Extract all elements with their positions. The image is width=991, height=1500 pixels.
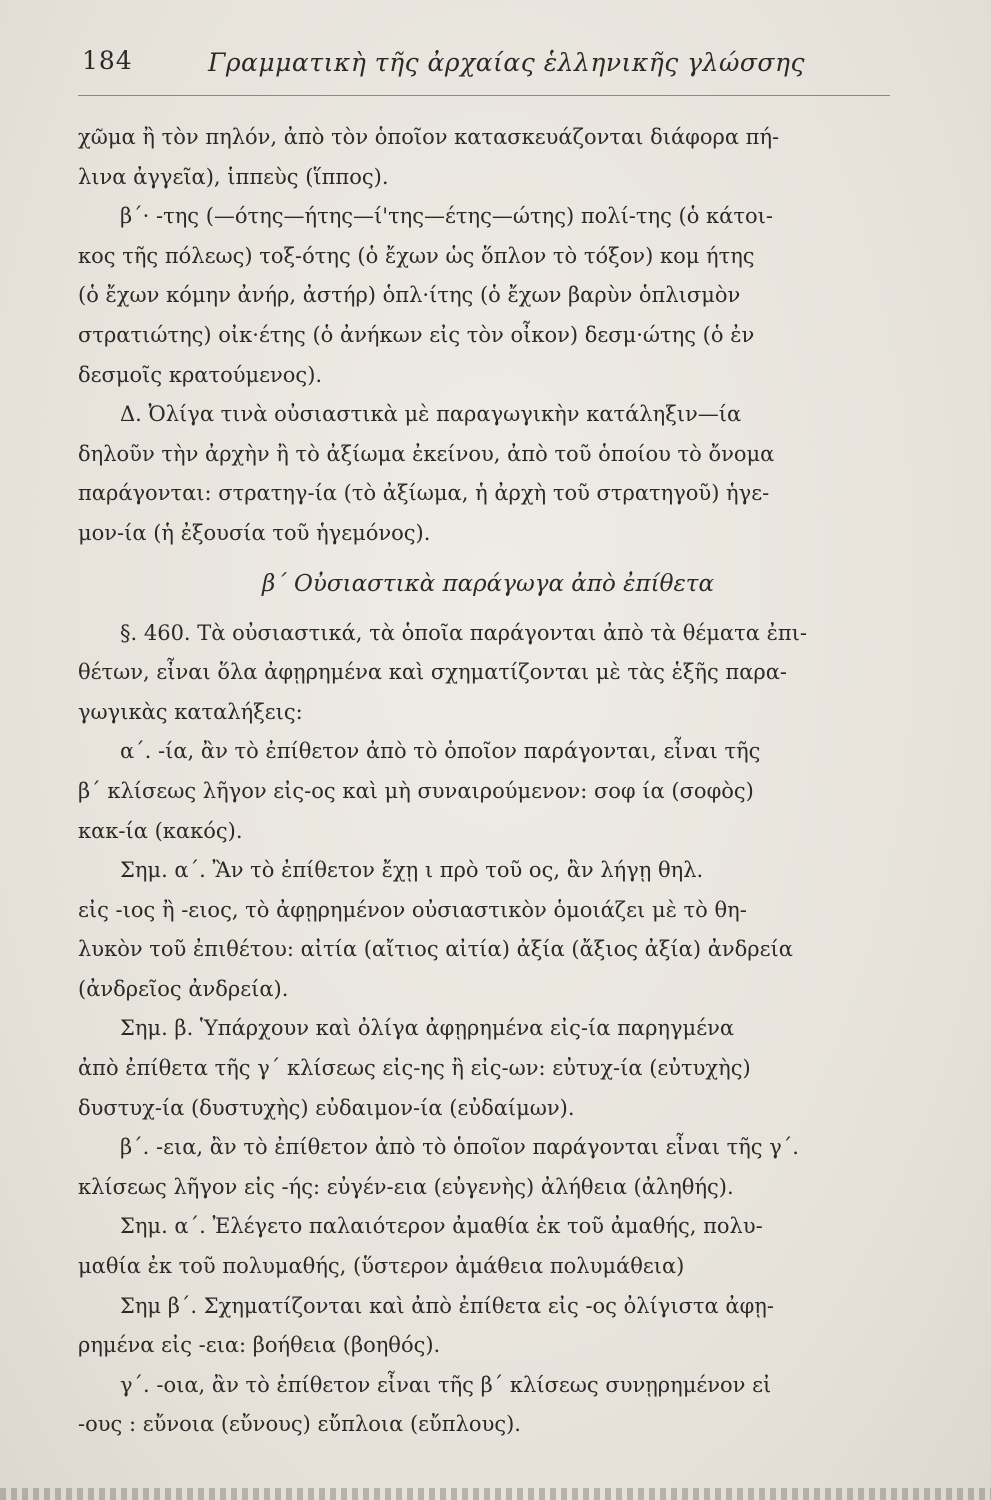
text-line: λυκὸν τοῦ ἐπιθέτου: αἰτία (αἴτιος αἰτία) ἀξία (ἄξιος ἀξία) ἀνδρεία	[78, 937, 793, 962]
text-line: θέτων, εἶναι ὅλα ἀφῃρημένα καὶ σχηματίζονται μὲ τὰς ἑξῆς παρα-	[78, 660, 788, 685]
text-line: χῶμα ἢ τὸν πηλόν, ἀπὸ τὸν ὁποῖον κατασκευάζονται διάφορα πή-	[78, 125, 780, 149]
text-line: β΄ κλίσεως λῆγον εἰς-ος καὶ μὴ συναιρούμενον: σοφ ία (σοφὸς)	[78, 778, 754, 803]
next-page-bleed	[0, 1488, 991, 1500]
page-number: 184	[82, 46, 133, 75]
text-line: κος τῆς πόλεως) τοξ-ότης (ὁ ἔχων ὡς ὅπλον τὸ τόξον) κομ ήτης	[78, 243, 755, 268]
text-line: εἰς -ιος ἢ -ειος, τὸ ἀφῃρημένον οὐσιαστικὸν ὁμοιάζει μὲ τὸ θη-	[78, 897, 747, 922]
page-body	[78, 118, 898, 1445]
page-header	[78, 44, 898, 94]
text-line: λινα ἀγγεῖα), ἱππεὺς (ἵππος).	[78, 164, 389, 189]
text-line: ρημένα εἰς -εια: βοήθεια (βοηθός).	[78, 1333, 441, 1358]
text-line: Σημ. β. Ὑπάρχουν καὶ ὀλίγα ἀφῃρημένα εἰς-ία παρηγμένα	[120, 1016, 735, 1041]
text-line: α΄. -ία, ἂν τὸ ἐπίθετον ἀπὸ τὸ ὁποῖον παράγονται, εἶναι τῆς	[120, 739, 761, 764]
text-line: γ΄. -οια, ἂν τὸ ἐπίθετον εἶναι τῆς β΄ κλίσεως συνῃρημένον εἰ	[120, 1372, 772, 1397]
text-line: β΄· -της (—ότης—ήτης—ί'της—έτης—ώτης) πολί-της (ὁ κάτοι-	[120, 204, 773, 229]
text-line: δυστυχ-ία (δυστυχὴς) εὐδαιμον-ία (εὐδαίμων).	[78, 1095, 575, 1120]
section-heading: β΄ Οὐσιαστικὰ παράγωγα ἀπὸ ἐπίθετα	[261, 570, 715, 597]
text-line: κακ-ία (κακός).	[78, 818, 243, 843]
header-rule	[78, 95, 890, 96]
text-line: β΄. -εια, ἂν τὸ ἐπίθετον ἀπὸ τὸ ὁποῖον παράγονται εἶναι τῆς γ΄.	[120, 1135, 799, 1160]
text-line: ἀπὸ ἐπίθετα τῆς γ΄ κλίσεως εἰς-ης ἢ εἰς-ων: εὐτυχ-ία (εὐτυχὴς)	[78, 1056, 751, 1081]
text-line: §. 460. Τὰ οὐσιαστικά, τὰ ὁποῖα παράγονται ἀπὸ τὰ θέματα ἐπι-	[120, 620, 807, 645]
text-line: μον-ία (ἡ ἐξουσία τοῦ ἡγεμόνος).	[78, 520, 431, 545]
text-line: Δ. Ὀλίγα τινὰ οὐσιαστικὰ μὲ παραγωγικὴν κατάληξιν—ία	[120, 402, 742, 427]
text-line: -ους : εὔνοια (εὔνους) εὔπλοια (εὔπλους).	[78, 1412, 521, 1437]
text-line: παράγονται: στρατηγ-ία (τὸ ἀξίωμα, ἡ ἀρχὴ τοῦ στρατηγοῦ) ἡγε-	[78, 481, 770, 506]
text-line: Σημ β΄. Σχηματίζονται καὶ ἀπὸ ἐπίθετα εἰς -ος ὀλίγιστα ἀφῃ-	[120, 1293, 774, 1318]
running-title: Γραμματικὴ τῆς ἀρχαίας ἑλληνικῆς γλώσσης	[208, 48, 805, 77]
text-line: μαθία ἐκ τοῦ πολυμαθής, (ὕστερον ἀμάθεια πολυμάθεια)	[78, 1254, 685, 1279]
text-line: (ὁ ἔχων κόμην ἀνήρ, ἀστήρ) ὁπλ·ίτης (ὁ ἔχων βαρὺν ὁπλισμὸν	[78, 283, 741, 308]
text-line: Σημ. α΄. Ἂν τὸ ἐπίθετον ἔχῃ ι πρὸ τοῦ ος, ἂν λήγῃ θηλ.	[120, 858, 704, 883]
text-line: στρατιώτης) οἰκ·έτης (ὁ ἀνήκων εἰς τὸν οἶκον) δεσμ·ώτης (ὁ ἐν	[78, 322, 755, 347]
text-line: Σημ. α΄. Ἐλέγετο παλαιότερον ἀμαθία ἐκ τοῦ ἀμαθής, πολυ-	[120, 1214, 763, 1239]
text-line: γωγικὰς καταλήξεις:	[78, 699, 303, 724]
text-line: δηλοῦν τὴν ἀρχὴν ἢ τὸ ἀξίωμα ἐκείνου, ἀπὸ τοῦ ὁποίου τὸ ὄνομα	[78, 441, 775, 466]
text-line: δεσμοῖς κρατούμενος).	[78, 362, 323, 387]
text-line: (ἀνδρεῖος ἀνδρεία).	[78, 976, 289, 1001]
text-line: κλίσεως λῆγον εἰς -ής: εὐγέν-εια (εὐγενὴς) ἀλήθεια (ἀληθής).	[78, 1174, 734, 1199]
